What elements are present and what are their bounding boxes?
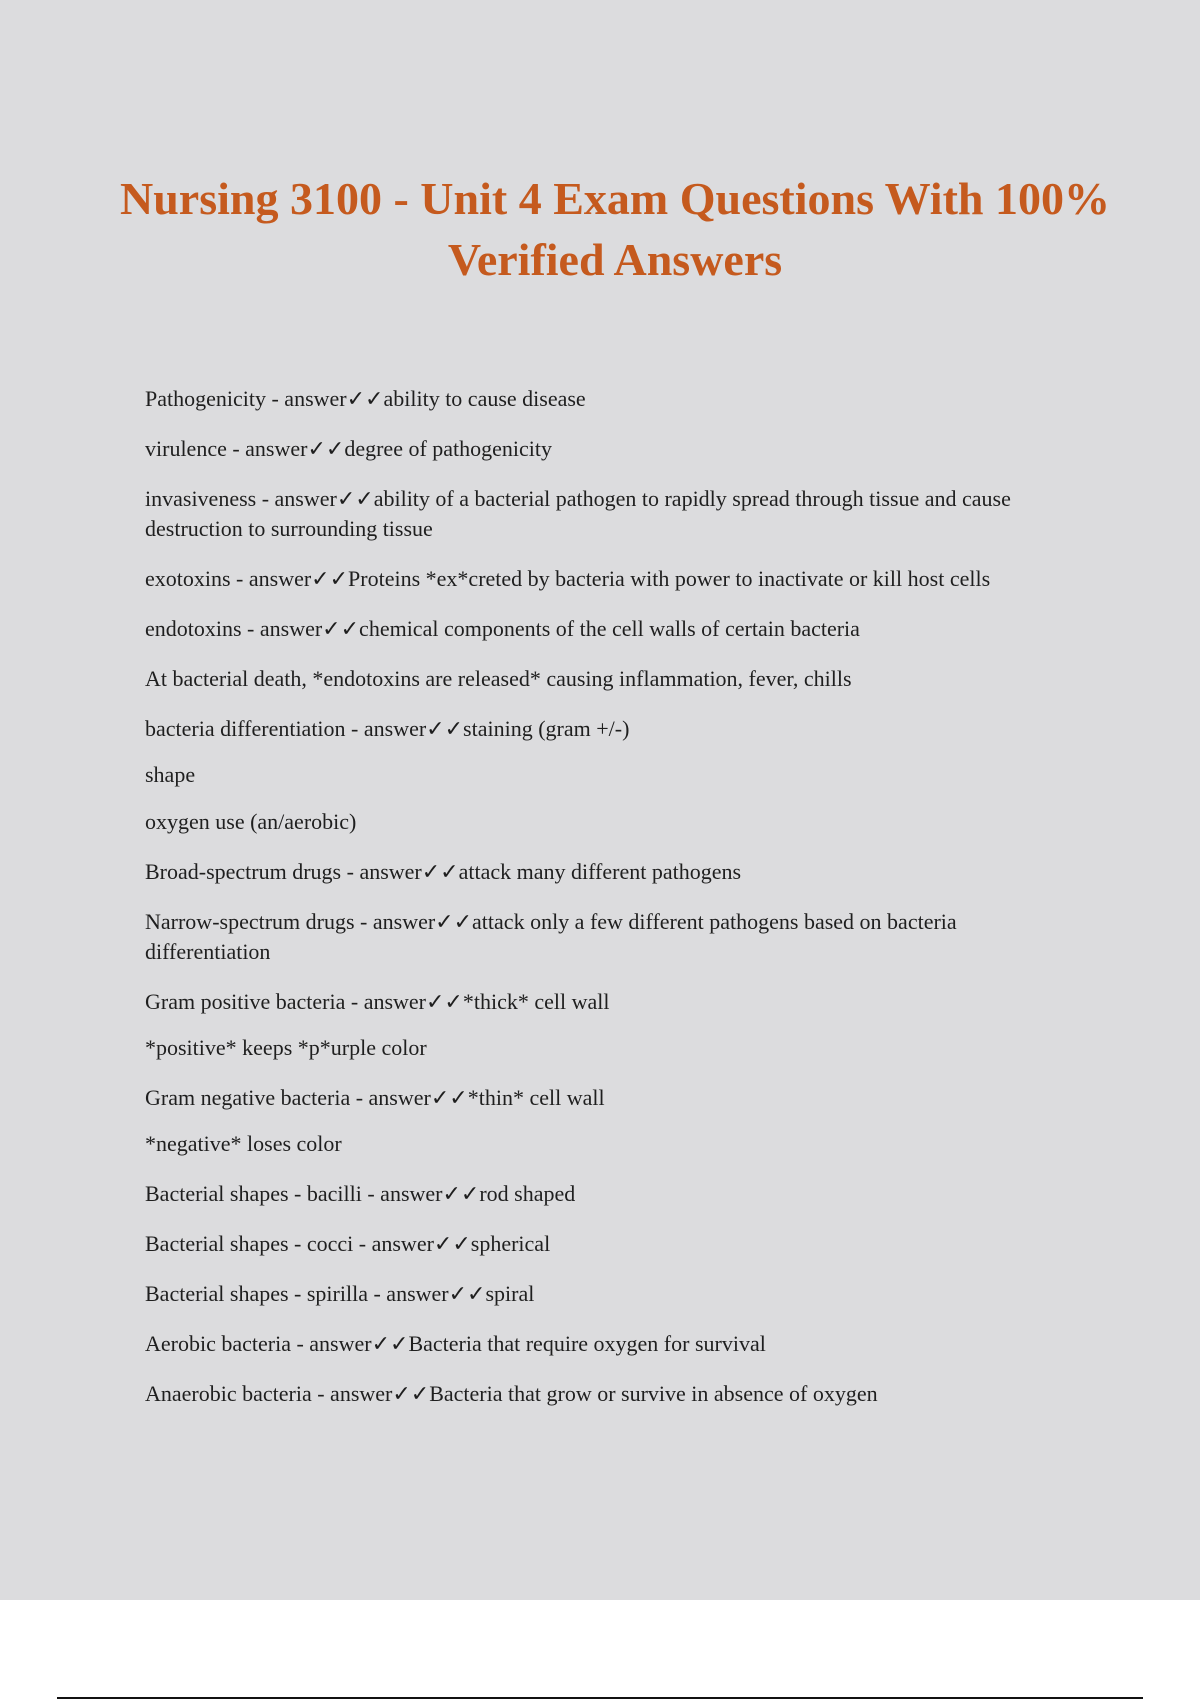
qa-entry: Gram negative bacteria - answer✓✓*thin* cell wall xyxy=(145,1085,605,1110)
qa-entry: *negative* loses color xyxy=(145,1131,342,1156)
document-title: Nursing 3100 - Unit 4 Exam Questions With 100% Verified Answers xyxy=(120,173,1110,285)
qa-entry: Gram positive bacteria - answer✓✓*thick* cell wall xyxy=(145,989,610,1014)
qa-entry: Aerobic bacteria - answer✓✓Bacteria that require oxygen for survival xyxy=(145,1331,766,1356)
qa-entry: Bacterial shapes - bacilli - answer✓✓rod shaped xyxy=(145,1181,576,1206)
footer-rule xyxy=(57,1697,1143,1699)
qa-entry: Bacterial shapes - spirilla - answer✓✓spiral xyxy=(145,1281,535,1306)
qa-entry: shape xyxy=(145,762,196,787)
qa-entry: virulence - answer✓✓degree of pathogenicity xyxy=(145,436,553,461)
qa-entry: Broad-spectrum drugs - answer✓✓attack many different pathogens xyxy=(145,859,742,884)
qa-entry: endotoxins - answer✓✓chemical components of the cell walls of certain bacteria xyxy=(145,616,860,641)
qa-entry: invasiveness - answer✓✓ability of a bacterial pathogen to rapidly spread through tissue and cause destruction to surrounding tissue xyxy=(145,486,1011,541)
qa-entry: At bacterial death, *endotoxins are released* causing inflammation, fever, chills xyxy=(145,666,852,691)
qa-entry: Pathogenicity - answer✓✓ability to cause disease xyxy=(145,386,586,411)
qa-list xyxy=(145,384,1085,1429)
qa-entry: Anaerobic bacteria - answer✓✓Bacteria that grow or survive in absence of oxygen xyxy=(145,1381,878,1406)
qa-entry: exotoxins - answer✓✓Proteins *ex*creted by bacteria with power to inactivate or kill host cells xyxy=(145,566,991,591)
qa-entry: Narrow-spectrum drugs - answer✓✓attack only a few different pathogens based on bacteria differentiation xyxy=(145,909,957,964)
qa-entry: Bacterial shapes - cocci - answer✓✓spherical xyxy=(145,1231,551,1256)
qa-entry: oxygen use (an/aerobic) xyxy=(145,809,357,834)
qa-entry: *positive* keeps *p*urple color xyxy=(145,1035,427,1060)
qa-entry: bacteria differentiation - answer✓✓staining (gram +/-) xyxy=(145,716,630,741)
